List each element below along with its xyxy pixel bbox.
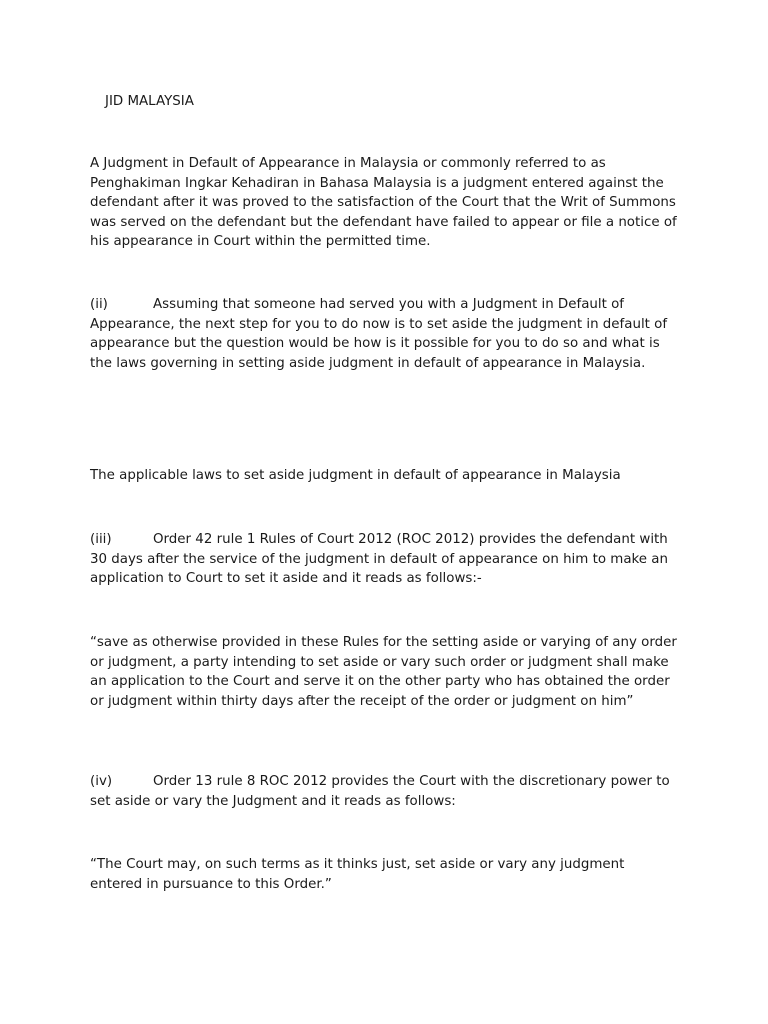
paragraph-iii-number: (iii) [90,532,112,547]
paragraph-iv-number: (iv) [90,774,113,789]
paragraph-iii [90,530,680,589]
quote-order-13: “The Court may, on such terms as it thinks just, set aside or vary any judgment entered in pursuance to this Order.” [90,857,625,892]
intro-paragraph: A Judgment in Default of Appearance in Malaysia or commonly referred to as Penghakiman Ingkar Kehadiran in Bahasa Malaysia is a judgment entered against the defendant after it was proved to the satisfaction of the Court that the Writ of Summons was served on the defendant but the defendant have failed to appear or file a notice of his appearance in Court within the permitted time. [90,156,677,250]
paragraph-ii [90,295,680,373]
paragraph-ii-number: (ii) [90,297,108,312]
section-subheading: The applicable laws to set aside judgment in default of appearance in Malaysia [90,468,621,483]
paragraph-iv [90,772,680,811]
paragraph-ii-text: Assuming that someone had served you with a Judgment in Default of Appearance, the next step for you to do now is to set aside the judgment in default of appearance but the question would be how is it possible for you to do so and what is the laws governing in setting aside judgment in default of appearance in Malaysia. [90,297,668,371]
quote-order-42: “save as otherwise provided in these Rules for the setting aside or varying of any order or judgment, a party intending to set aside or vary such order or judgment shall make an application to the Court and serve it on the other party who has obtained the order or judgment within thirty days after the receipt of the order or judgment on him” [90,635,677,709]
document-heading: JID MALAYSIA [105,94,194,109]
paragraph-iv-text: Order 13 rule 8 ROC 2012 provides the Court with the discretionary power to set aside or vary the Judgment and it reads as follows: [90,774,670,809]
paragraph-iii-text: Order 42 rule 1 Rules of Court 2012 (ROC 2012) provides the defendant with 30 days after the service of the judgment in default of appearance on him to make an application to Court to set it aside and it reads as follows:- [90,532,668,587]
